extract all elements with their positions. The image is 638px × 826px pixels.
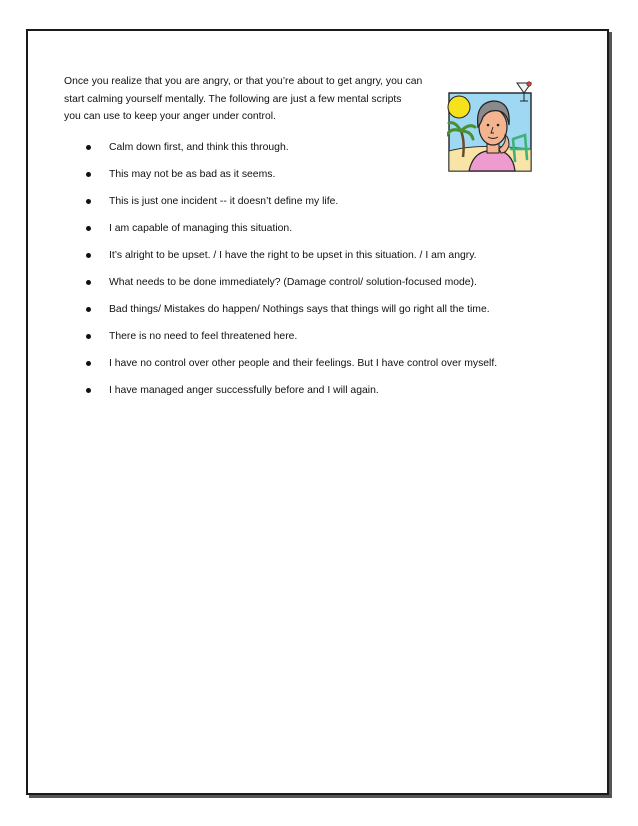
bullet-icon — [86, 226, 91, 231]
bullet-icon — [86, 280, 91, 285]
list-item — [64, 381, 584, 408]
list-item-text: It’s alright to be upset. / I have the right to be upset in this situation. / I am angry. — [109, 249, 477, 261]
list-item-text: I have managed anger successfully before and I will again. — [109, 384, 379, 396]
bullet-icon — [86, 334, 91, 339]
bullet-icon — [86, 172, 91, 177]
list-item — [64, 354, 584, 381]
list-item — [64, 219, 584, 246]
list-item — [64, 246, 584, 273]
bullet-icon — [86, 307, 91, 312]
intro-line-2: start calming yourself mentally. The following are just a few mental scripts — [64, 93, 402, 105]
list-item-text: What needs to be done immediately? (Damage control/ solution-focused mode). — [109, 276, 477, 288]
bullet-icon — [86, 388, 91, 393]
document-page — [26, 29, 609, 795]
bullet-icon — [86, 145, 91, 150]
list-item — [64, 327, 584, 354]
intro-line-1: Once you realize that you are angry, or that you’re about to get angry, you can — [64, 76, 423, 87]
list-item-text: This is just one incident -- it doesn’t define my life. — [109, 195, 339, 207]
list-item-text: This may not be as bad as it seems. — [109, 168, 276, 180]
list-item — [64, 300, 584, 327]
list-item-text: Calm down first, and think this through. — [109, 141, 289, 153]
list-item — [64, 192, 584, 219]
intro-line-3: you can use to keep your anger under control. — [64, 111, 276, 122]
list-item-text: I am capable of managing this situation. — [109, 222, 293, 234]
relaxing-person-clipart-icon — [447, 79, 533, 176]
intro-paragraph — [64, 73, 446, 126]
list-item-text: I have no control over other people and their feelings. But I have control over myself. — [109, 357, 498, 369]
bullet-icon — [86, 253, 91, 258]
list-item — [64, 273, 584, 300]
sun-icon — [448, 96, 470, 118]
bullet-icon — [86, 199, 91, 204]
mental-scripts-list — [64, 138, 584, 408]
list-item-text: Bad things/ Mistakes do happen/ Nothings says that things will go right all the time. — [109, 303, 490, 315]
bullet-icon — [86, 361, 91, 366]
list-item-text: There is no need to feel threatened here. — [109, 330, 298, 342]
